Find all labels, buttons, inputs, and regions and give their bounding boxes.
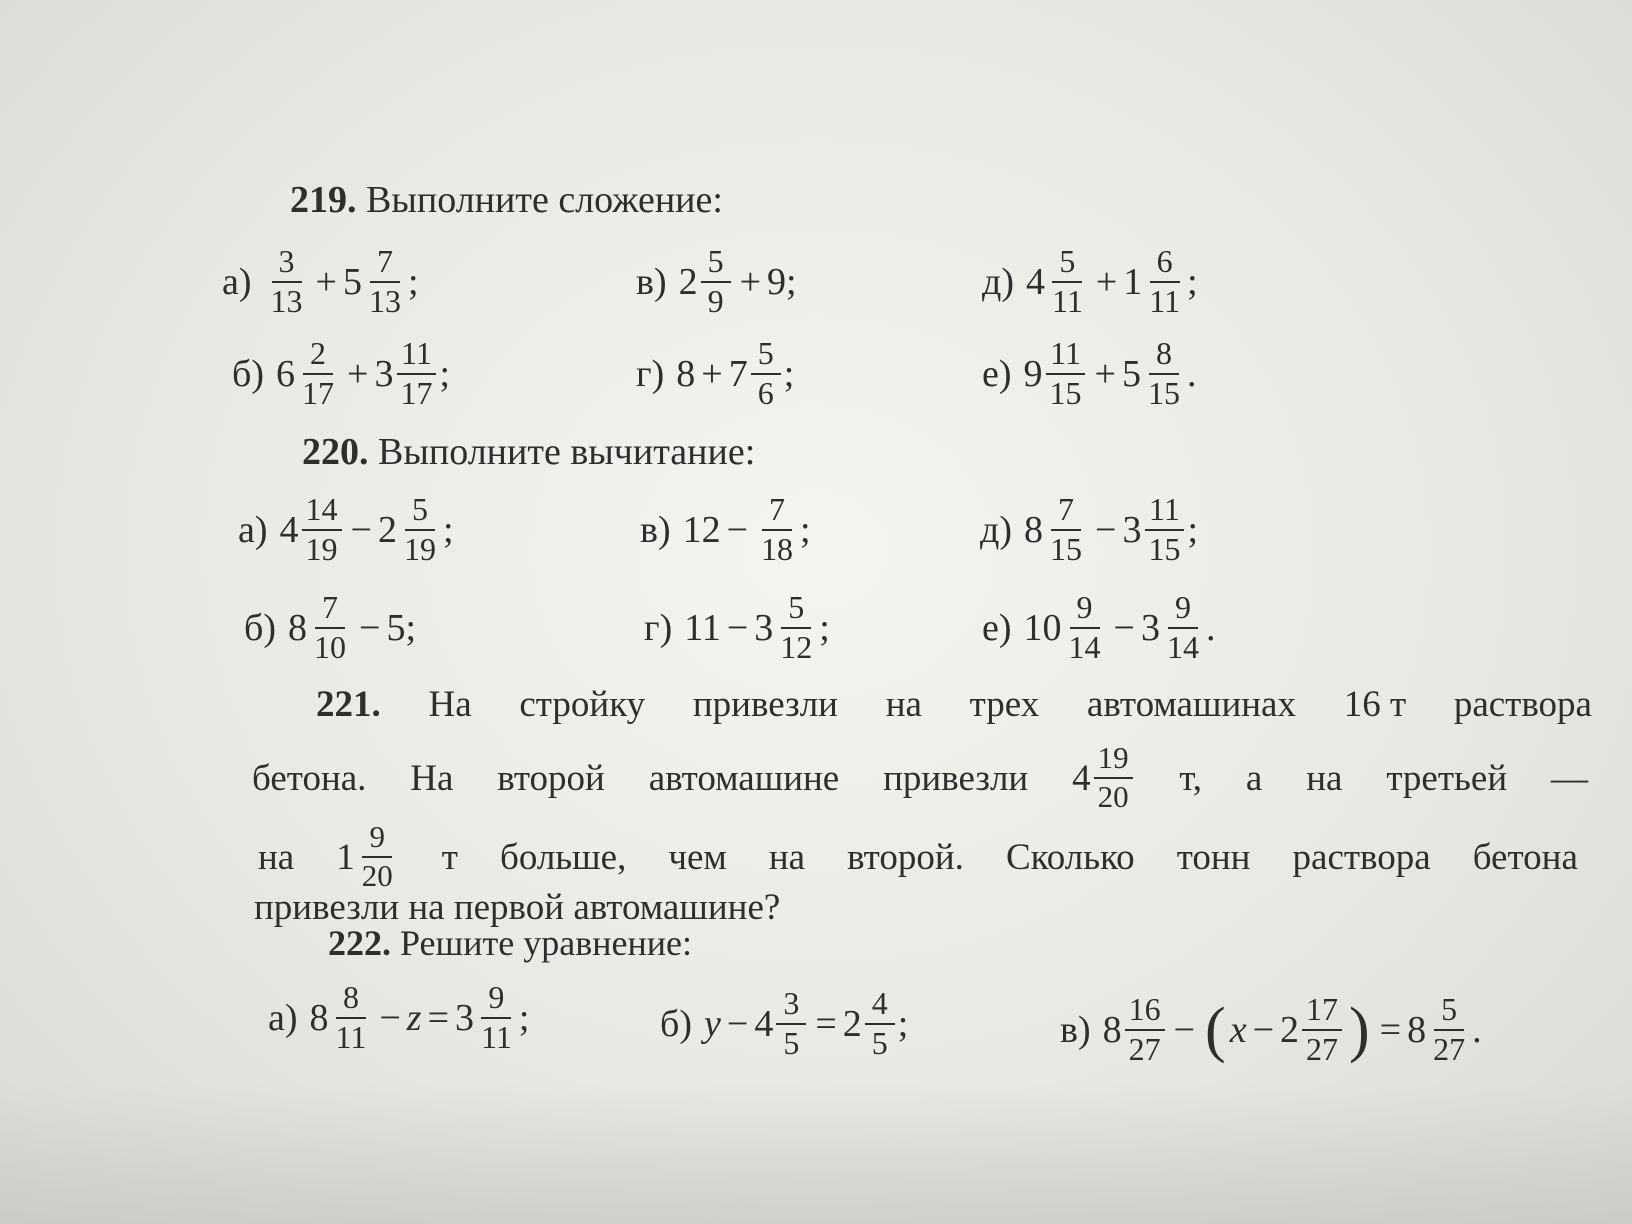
terminator: ; xyxy=(405,607,416,649)
operator: − xyxy=(359,607,381,649)
denominator: 9 xyxy=(707,283,724,319)
fraction xyxy=(1163,591,1203,664)
equals-sign: = xyxy=(1379,1009,1402,1051)
problem-222-a xyxy=(268,968,529,1068)
denominator: 10 xyxy=(314,629,346,665)
terminator: ; xyxy=(819,607,830,649)
terminator: ; xyxy=(518,997,530,1039)
whole-part: 4 xyxy=(1072,757,1091,799)
operator: + xyxy=(701,353,723,395)
terminator: ; xyxy=(439,353,450,395)
word: больше, xyxy=(500,836,627,878)
problem-221-line-1 xyxy=(316,676,1592,732)
numerator: 2 xyxy=(303,337,333,375)
operator: + xyxy=(315,261,337,303)
whole-part: 8 xyxy=(309,997,329,1039)
denominator: 15 xyxy=(1148,531,1181,567)
terminator: ; xyxy=(897,1003,909,1045)
problem-221-number: 221. xyxy=(316,683,381,725)
word: на xyxy=(258,836,295,878)
denominator: 15 xyxy=(1147,375,1180,411)
fraction xyxy=(1429,993,1469,1066)
denominator: 14 xyxy=(1166,629,1199,665)
term: 12 xyxy=(682,509,721,551)
whole-part: 2 xyxy=(842,1003,862,1045)
word: на xyxy=(1306,757,1343,799)
fraction xyxy=(477,981,516,1054)
operator: − xyxy=(1095,509,1117,551)
fraction xyxy=(1302,993,1342,1066)
variable: z xyxy=(406,997,422,1039)
denominator: 15 xyxy=(1049,375,1082,411)
terminator: ; xyxy=(407,261,419,303)
word: стройку xyxy=(519,683,646,725)
denominator: 6 xyxy=(757,375,774,411)
problem-220-b xyxy=(244,578,416,678)
fraction xyxy=(365,245,405,318)
terminator: ; xyxy=(1187,509,1198,551)
terminator: ; xyxy=(1187,261,1198,303)
denominator: 12 xyxy=(780,629,813,665)
fraction xyxy=(310,591,350,664)
term: 8 xyxy=(676,353,696,395)
numerator: 16 xyxy=(1125,993,1165,1031)
terminator: ; xyxy=(442,509,454,551)
problem-219-g xyxy=(636,324,794,424)
denominator: 11 xyxy=(1052,283,1083,319)
numerator: 5 xyxy=(701,245,731,283)
numerator: 6 xyxy=(1150,245,1180,283)
denominator: 11 xyxy=(481,1019,512,1055)
problem-220-number: 220. xyxy=(302,431,369,473)
equals-sign: = xyxy=(815,1003,837,1045)
word: второй xyxy=(497,757,605,799)
whole-part: 3 xyxy=(754,607,774,649)
whole-part: 5 xyxy=(342,261,362,303)
problem-219-d xyxy=(982,232,1198,332)
denominator: 20 xyxy=(361,858,393,893)
numerator: 8 xyxy=(336,981,366,1019)
fraction xyxy=(298,337,338,410)
denominator: 27 xyxy=(1433,1031,1466,1067)
whole-part: 1 xyxy=(336,836,355,878)
denominator: 11 xyxy=(335,1019,367,1055)
fraction xyxy=(776,591,816,664)
operator: − xyxy=(726,509,749,551)
left-paren: ( xyxy=(1205,996,1226,1064)
item-label: в) xyxy=(636,261,667,303)
whole-part: 8 xyxy=(1024,509,1043,551)
terminator: ; xyxy=(786,261,797,303)
denominator: 13 xyxy=(368,283,401,319)
problem-222-number: 222. xyxy=(328,923,391,963)
fraction xyxy=(267,245,307,318)
problem-221-line-2 xyxy=(252,732,1588,824)
numerator: 5 xyxy=(1052,245,1082,283)
terminator: . xyxy=(1205,607,1216,649)
problem-222-heading xyxy=(328,922,692,964)
numerator: 9 xyxy=(1070,591,1100,629)
denominator: 15 xyxy=(1050,531,1082,567)
item-label: а) xyxy=(268,997,298,1039)
term: 9 xyxy=(767,261,787,303)
numerator: 9 xyxy=(362,821,392,858)
word: автомашинах xyxy=(1086,683,1296,725)
numerator: 3 xyxy=(776,987,806,1025)
problem-220-row-1 xyxy=(0,480,1632,580)
item-label: а) xyxy=(222,261,252,303)
numerator: 19 xyxy=(1094,742,1133,779)
operator: − xyxy=(350,509,372,551)
terminator: ; xyxy=(800,509,811,551)
operator: + xyxy=(1094,353,1116,395)
numerator: 11 xyxy=(1145,493,1184,531)
word: раствора xyxy=(1292,836,1431,878)
fraction xyxy=(1125,993,1165,1066)
word: третьей xyxy=(1386,757,1508,799)
problem-220-v xyxy=(640,480,811,580)
numerator: 4 xyxy=(865,987,895,1025)
numerator: 9 xyxy=(481,981,511,1019)
word: тонн xyxy=(1176,836,1251,878)
word: на xyxy=(885,683,922,725)
numerator: 17 xyxy=(1302,993,1342,1031)
word: привезли xyxy=(692,683,838,725)
numerator: 9 xyxy=(1168,591,1198,629)
denominator: 19 xyxy=(305,531,338,567)
word: автомашине xyxy=(648,757,840,799)
fraction xyxy=(1065,591,1105,664)
problem-219-row-1 xyxy=(0,232,1632,332)
problem-220-d xyxy=(980,480,1198,580)
fraction xyxy=(400,493,440,566)
fraction xyxy=(1145,245,1184,318)
problem-219-number: 219. xyxy=(290,179,357,221)
variable: x xyxy=(1229,1009,1247,1051)
denominator: 14 xyxy=(1068,629,1101,665)
item-label: в) xyxy=(640,509,671,551)
numerator: 11 xyxy=(397,337,436,375)
problem-220-title: Выполните вычитание: xyxy=(378,431,756,473)
whole-part: 2 xyxy=(1280,1009,1300,1051)
problem-222-title: Решите уравнение: xyxy=(400,923,692,963)
fraction xyxy=(1046,493,1086,566)
word: На xyxy=(410,757,454,799)
terminator: . xyxy=(1472,1009,1482,1051)
term: 5 xyxy=(386,607,406,649)
problem-222-b xyxy=(660,974,908,1074)
problem-222-v xyxy=(1060,980,1482,1080)
fraction xyxy=(1144,337,1184,410)
right-paren: ) xyxy=(1349,996,1370,1064)
terminator: ; xyxy=(783,353,795,395)
whole-part: 3 xyxy=(1122,509,1142,551)
fraction xyxy=(396,337,436,410)
word: т, xyxy=(1179,757,1203,799)
item-label: б) xyxy=(244,607,276,649)
word: чем xyxy=(668,836,727,878)
sentence: привезли на первой автомашине? xyxy=(254,886,781,928)
denominator: 5 xyxy=(783,1025,800,1061)
denominator: 11 xyxy=(1149,283,1181,319)
word: — xyxy=(1550,757,1588,799)
word: а xyxy=(1245,757,1263,799)
operator: + xyxy=(347,353,369,395)
mixed-number xyxy=(1072,742,1136,813)
fraction xyxy=(1144,493,1184,566)
denominator: 27 xyxy=(1306,1031,1339,1067)
word: второй. xyxy=(847,836,964,878)
operator: − xyxy=(1252,1009,1275,1051)
denominator: 5 xyxy=(871,1025,888,1061)
operator: + xyxy=(1095,261,1118,303)
problem-222-row xyxy=(0,968,1632,1078)
word: на xyxy=(768,836,806,878)
fraction xyxy=(1046,337,1086,410)
numerator: 5 xyxy=(405,493,435,531)
numerator: 3 xyxy=(272,245,302,283)
fraction xyxy=(701,245,731,318)
whole-part: 2 xyxy=(377,509,397,551)
problem-219-e xyxy=(982,324,1196,424)
fraction xyxy=(1094,742,1133,813)
fraction xyxy=(865,987,895,1060)
item-label: б) xyxy=(660,1003,692,1045)
item-label: в) xyxy=(1060,1009,1091,1051)
page-shadow xyxy=(0,1084,1632,1224)
denominator: 20 xyxy=(1097,779,1129,814)
word: Сколько xyxy=(1005,836,1135,878)
numerator: 7 xyxy=(1051,493,1081,531)
word: 16 т xyxy=(1343,683,1407,725)
problem-220-row-2 xyxy=(0,578,1632,678)
numerator: 5 xyxy=(751,337,781,375)
word: бетона. xyxy=(252,757,367,799)
problem-220-a xyxy=(238,480,454,580)
operator: + xyxy=(739,261,762,303)
item-label: б) xyxy=(232,353,264,395)
denominator: 18 xyxy=(761,531,794,567)
problem-220-g xyxy=(644,578,830,678)
whole-part: 1 xyxy=(1123,261,1143,303)
problem-219-heading xyxy=(290,178,723,222)
word: т xyxy=(441,836,458,878)
numerator: 7 xyxy=(315,591,345,629)
whole-part: 10 xyxy=(1023,607,1062,649)
whole-part: 4 xyxy=(279,509,299,551)
whole-part: 7 xyxy=(728,353,748,395)
word: раствора xyxy=(1453,683,1592,725)
item-label: д) xyxy=(980,509,1012,551)
fraction xyxy=(751,337,781,410)
item-label: а) xyxy=(238,509,268,551)
problem-219-title: Выполните сложение: xyxy=(366,179,723,221)
problem-219-b xyxy=(232,324,450,424)
term: 11 xyxy=(684,607,721,649)
operator: − xyxy=(1113,607,1135,649)
numerator: 11 xyxy=(1046,337,1085,375)
variable: y xyxy=(704,1003,721,1045)
numerator: 7 xyxy=(370,245,400,283)
whole-part: 3 xyxy=(374,353,394,395)
item-label: д) xyxy=(982,261,1014,303)
item-label: г) xyxy=(636,353,665,395)
whole-part: 6 xyxy=(276,353,295,395)
fraction xyxy=(332,981,371,1054)
item-label: е) xyxy=(982,353,1012,395)
numerator: 5 xyxy=(781,591,811,629)
whole-part: 2 xyxy=(678,261,698,303)
whole-part: 4 xyxy=(754,1003,774,1045)
problem-219-row-2 xyxy=(0,324,1632,424)
item-label: г) xyxy=(644,607,673,649)
whole-part: 8 xyxy=(1102,1009,1122,1051)
whole-part: 9 xyxy=(1023,353,1043,395)
denominator: 27 xyxy=(1128,1031,1161,1067)
fraction xyxy=(1048,245,1087,318)
problem-220-heading xyxy=(302,430,755,474)
word: На xyxy=(428,683,472,725)
numerator: 5 xyxy=(1434,993,1464,1031)
fraction xyxy=(302,493,342,566)
operator: − xyxy=(379,997,401,1039)
denominator: 13 xyxy=(270,283,303,319)
problem-219-a xyxy=(222,232,419,332)
fraction xyxy=(776,987,806,1060)
item-label: е) xyxy=(982,607,1012,649)
whole-part: 3 xyxy=(1140,607,1160,649)
operator: − xyxy=(1173,1009,1196,1051)
whole-part: 4 xyxy=(1026,261,1045,303)
word: трех xyxy=(969,683,1040,725)
denominator: 19 xyxy=(403,531,436,567)
whole-part: 8 xyxy=(1407,1009,1427,1051)
operator: − xyxy=(726,1003,749,1045)
denominator: 17 xyxy=(400,375,433,411)
problem-220-e xyxy=(982,578,1215,678)
numerator: 8 xyxy=(1149,337,1179,375)
problem-219-v xyxy=(636,232,797,332)
equals-sign: = xyxy=(427,997,450,1039)
operator: − xyxy=(726,607,749,649)
denominator: 17 xyxy=(302,375,334,411)
whole-part: 3 xyxy=(455,997,475,1039)
fraction xyxy=(757,493,797,566)
numerator: 14 xyxy=(302,493,342,531)
word: бетона xyxy=(1472,836,1578,878)
word: привезли xyxy=(883,757,1029,799)
whole-part: 8 xyxy=(288,607,307,649)
numerator: 7 xyxy=(762,493,792,531)
terminator: . xyxy=(1186,353,1197,395)
whole-part: 5 xyxy=(1121,353,1141,395)
